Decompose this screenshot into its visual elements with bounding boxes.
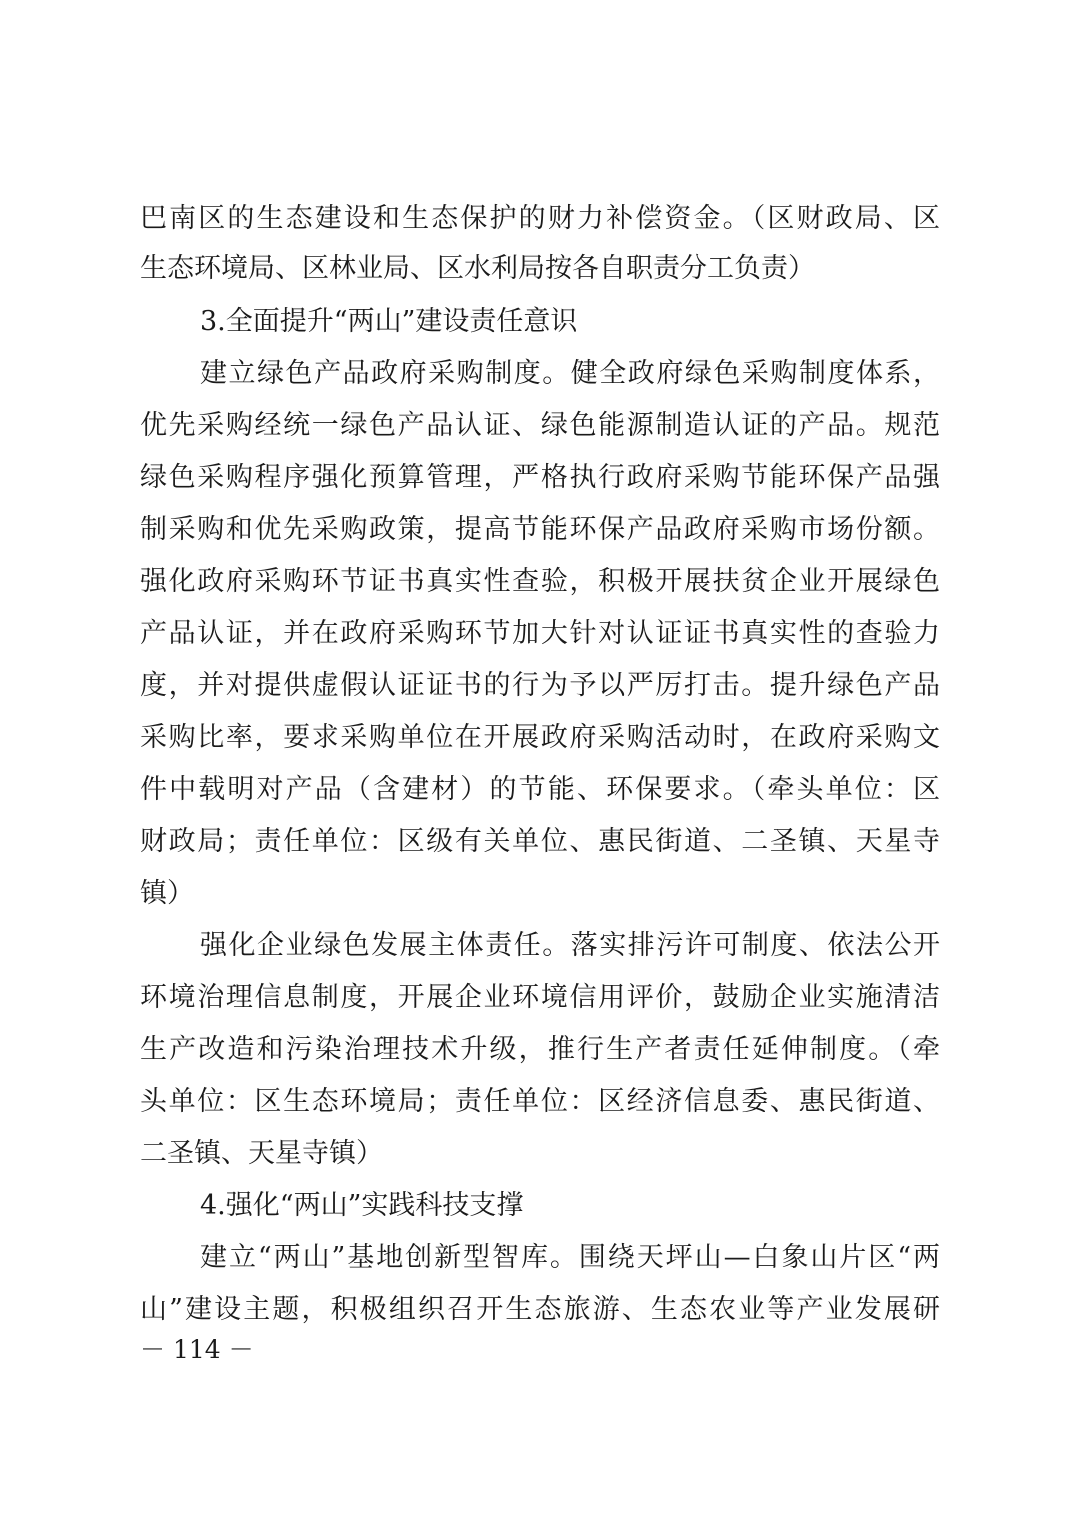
text-line: 件中载明对产品（含建材）的节能、环保要求。（牵头单位：区	[140, 774, 940, 805]
text-line: 建立绿色产品政府采购制度。健全政府绿色采购制度体系，	[200, 358, 940, 389]
text-line: 生产改造和污染治理技术升级，推行生产者责任延伸制度。（牵	[140, 1034, 940, 1065]
text-line: 采购比率，要求采购单位在开展政府采购活动时，在政府采购文	[140, 722, 940, 753]
text-line: 山”建设主题，积极组织召开生态旅游、生态农业等产业发展研	[140, 1294, 940, 1325]
text-line: 优先采购经统一绿色产品认证、绿色能源制造认证的产品。规范	[140, 410, 940, 441]
text-line: 制采购和优先采购政策，提高节能环保产品政府采购市场份额。	[140, 514, 940, 545]
text-line: 强化政府采购环节证书真实性查验，积极开展扶贫企业开展绿色	[140, 566, 940, 597]
text-line: 建立“两山”基地创新型智库。围绕天坪山—白象山片区“两	[200, 1242, 940, 1273]
text-line: 度，并对提供虚假认证证书的行为予以严厉打击。提升绿色产品	[140, 670, 940, 701]
text-line: 巴南区的生态建设和生态保护的财力补偿资金。（区财政局、区	[140, 203, 940, 234]
text-line: 头单位：区生态环境局；责任单位：区经济信息委、惠民街道、	[140, 1086, 940, 1117]
text-line: 环境治理信息制度，开展企业环境信用评价，鼓励企业实施清洁	[140, 982, 940, 1013]
text-line: 生态环境局、区林业局、区水利局按各自职责分工负责）	[140, 253, 815, 284]
text-line: 镇）	[140, 878, 194, 909]
section-heading: 3.全面提升“两山”建设责任意识	[200, 306, 578, 337]
section-heading: 4.强化“两山”实践科技支撑	[200, 1190, 524, 1221]
page-number: － 114 －	[140, 1335, 254, 1364]
text-line: 绿色采购程序强化预算管理，严格执行政府采购节能环保产品强	[140, 462, 940, 493]
text-line: 产品认证，并在政府采购环节加大针对认证证书真实性的查验力	[140, 618, 940, 649]
text-line: 财政局；责任单位：区级有关单位、惠民街道、二圣镇、天星寺	[140, 826, 940, 857]
text-line: 二圣镇、天星寺镇）	[140, 1138, 383, 1169]
text-line: 强化企业绿色发展主体责任。落实排污许可制度、依法公开	[200, 930, 940, 961]
